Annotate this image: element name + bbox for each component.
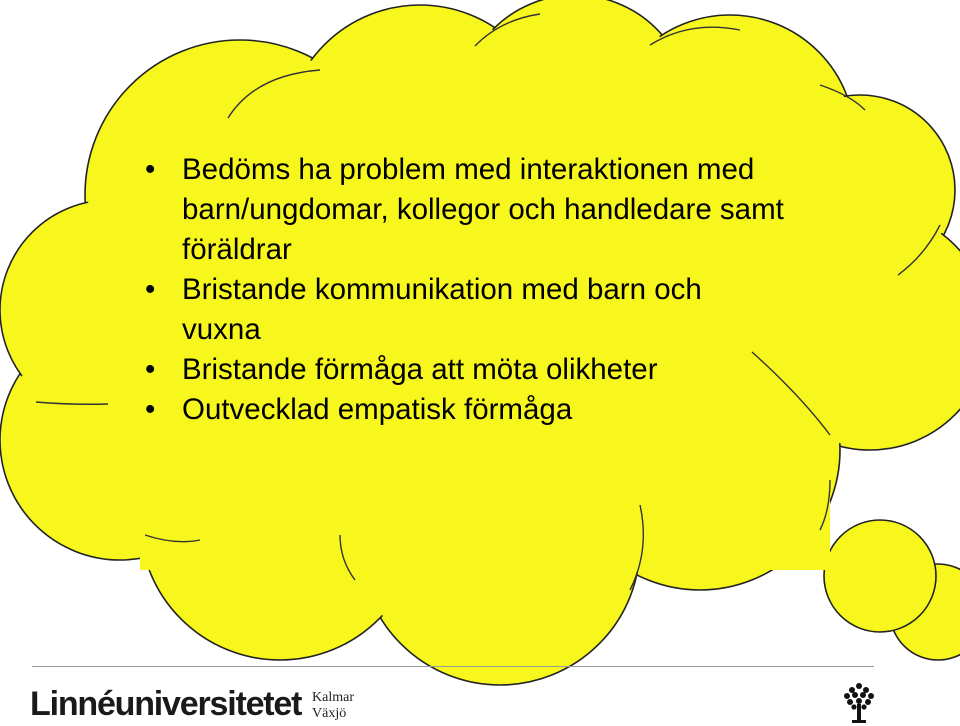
thought-bubble-medium [824,520,936,632]
tree-logo-icon [842,682,876,724]
logo-city-kalmar: Kalmar [312,690,354,705]
bullet-item: • Bristande förmåga att möta olikheter [145,350,785,390]
footer-divider [32,666,874,667]
logo-wordmark: Linnéuniversitetet [30,685,302,723]
bullet-item: • Bedöms ha problem med interaktionen med barn/ungdomar, kollegor och handledare samt föräldrar [145,150,785,270]
bullet-item: • Bristande kommunikation med barn och vuxna [145,270,785,350]
bullet-list [145,150,785,430]
logo-city-vaxjo: Växjö [312,706,347,721]
bullet-item: • Outvecklad empatisk förmåga [145,390,785,430]
